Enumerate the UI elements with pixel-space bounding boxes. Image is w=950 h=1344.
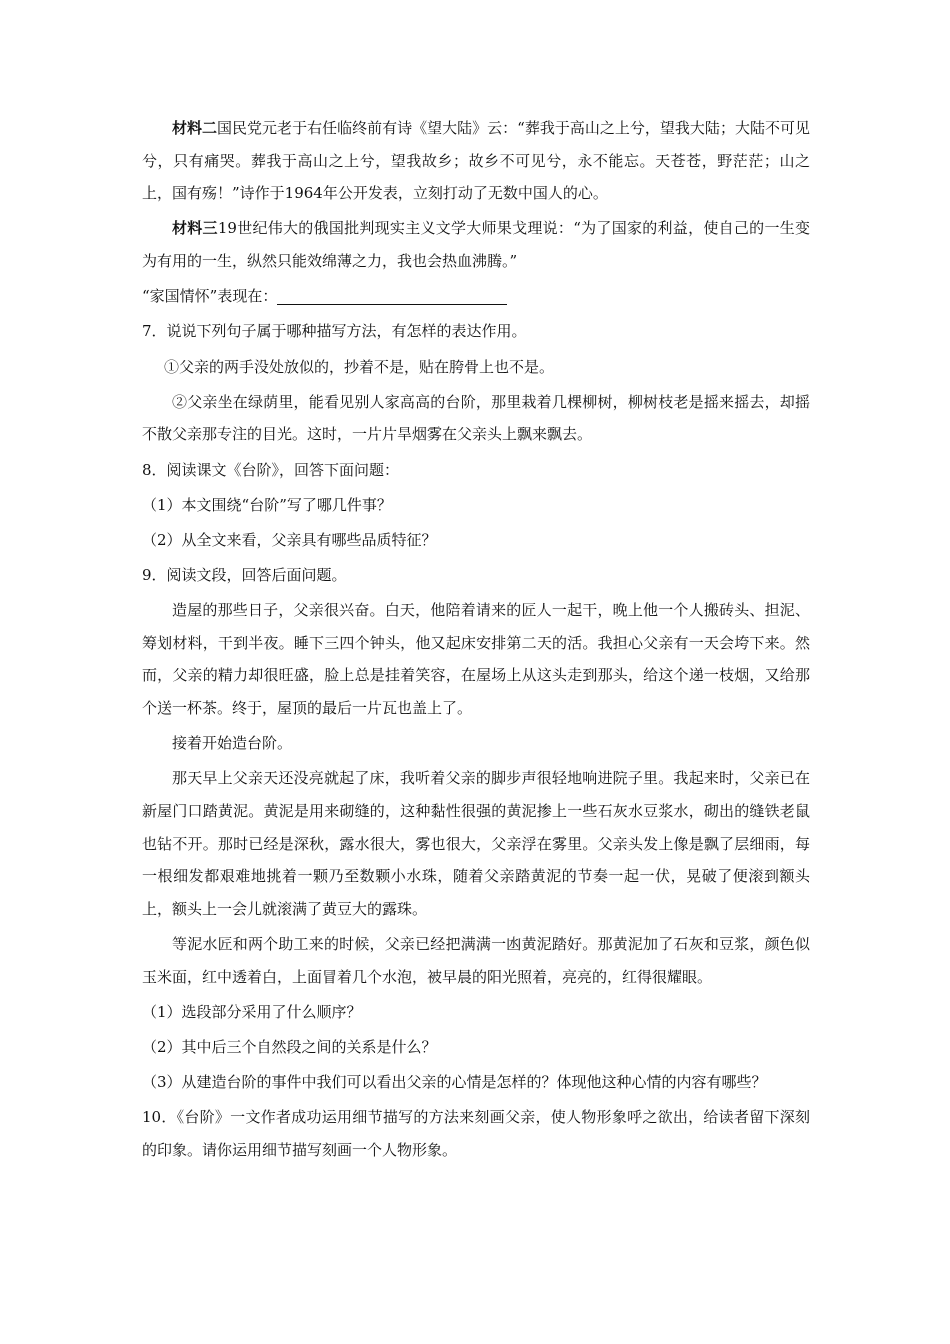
material-two-paragraph — [142, 112, 810, 210]
passage-paragraph-2: 接着开始造台阶。 — [172, 734, 293, 753]
jiaguo-prompt: “家国情怀”表现在： — [142, 287, 278, 306]
worksheet-page — [142, 112, 810, 1167]
jiaguo-answer-blank[interactable] — [277, 286, 507, 305]
material-two-label: 材料二 — [172, 119, 218, 137]
question-7-stem: 7．说说下列句子属于哪种描写方法，有怎样的表达作用。 — [142, 322, 527, 341]
jiaguo-answer-line — [142, 280, 810, 313]
question-8-sub-2: （2）从全文来看，父亲具有哪些品质特征？ — [142, 530, 437, 549]
material-three-text: 19世纪伟大的俄国批判现实主义文学大师果戈理说：“为了国家的利益，使自己的一生变为有用的一生，纵然只能效绵薄之力，我也会热血沸腾。” — [142, 219, 810, 270]
question-8-sub-1: （1）本文围绕“台阶”写了哪几件事？ — [142, 495, 392, 514]
question-9-stem: 9．阅读文段，回答后面问题。 — [142, 566, 347, 585]
passage-paragraph-1: 造屋的那些日子，父亲很兴奋。白天，他陪着请来的匠人一起干，晚上他一个人搬砖头、担泥、筹划材料，干到半夜。睡下三四个钟头，他又起床安排第二天的活。我担心父亲有一天会垮下来。然而，父亲的精力却很旺盛，脸上总是挂着笑容，在屋场上从这头走到那头，给这个递一枝烟，又给那个送一杯茶。终于，屋顶的最后一片瓦也盖上了。 — [142, 601, 810, 718]
question-9-sub-3: （3）从建造台阶的事件中我们可以看出父亲的心情是怎样的？体现他这种心情的内容有哪些？ — [142, 1073, 767, 1092]
question-7-sentence-2: ②父亲坐在绿荫里，能看见别人家高高的台阶，那里栽着几棵柳树，柳树枝老是摇来摇去，却摇不散父亲那专注的目光。这时，一片片旱烟雾在父亲头上飘来飘去。 — [142, 392, 810, 444]
passage-paragraph-3: 那天早上父亲天还没亮就起了床，我听着父亲的脚步声很轻地响进院子里。我起来时，父亲已在新屋门口踏黄泥。黄泥是用来砌缝的，这种黏性很强的黄泥掺上一些石灰水豆浆水，砌出的缝铁老鼠也钻不开。那时已经是深秋，露水很大，雾也很大，父亲浮在雾里。父亲头发上像是飘了层细雨，每一根细发都艰难地挑着一颗乃至数颗小水珠，随着父亲踏黄泥的节奏一起一伏，晃破了便滚到额头上，额头上一会儿就滚满了黄豆大的露珠。 — [142, 769, 810, 918]
question-9-sub-2: （2）其中后三个自然段之间的关系是什么？ — [142, 1037, 437, 1056]
passage-paragraph-4: 等泥水匠和两个助工来的时候，父亲已经把满满一凼黄泥踏好。那黄泥加了石灰和豆浆，颜色似玉米面，红中透着白，上面冒着几个水泡，被早晨的阳光照着，亮亮的，红得很耀眼。 — [142, 934, 810, 986]
question-7-sentence-1: ①父亲的两手没处放似的，抄着不是，贴在胯骨上也不是。 — [164, 357, 555, 376]
material-three-label: 材料三 — [172, 219, 218, 238]
question-9-sub-1: （1）选段部分采用了什么顺序？ — [142, 1002, 362, 1021]
material-three-paragraph — [142, 212, 810, 277]
question-8-stem: 8．阅读课文《台阶》，回答下面问题： — [142, 460, 400, 479]
material-two-text: 国民党元老于右任临终前有诗《望大陆》云：“葬我于高山之上兮，望我大陆；大陆不可见兮，只有痛哭。葬我于高山之上兮，望我故乡；故乡不可见兮，永不能忘。天苍苍，野茫茫；山之上，国有殇！”诗作于1964年公开发表，立刻打动了无数中国人的心。 — [142, 119, 810, 203]
question-10-stem: 10．《台阶》一文作者成功运用细节描写的方法来刻画父亲，使人物形象呼之欲出，给读者留下深刻的印象。请你运用细节描写刻画一个人物形象。 — [142, 1108, 810, 1159]
